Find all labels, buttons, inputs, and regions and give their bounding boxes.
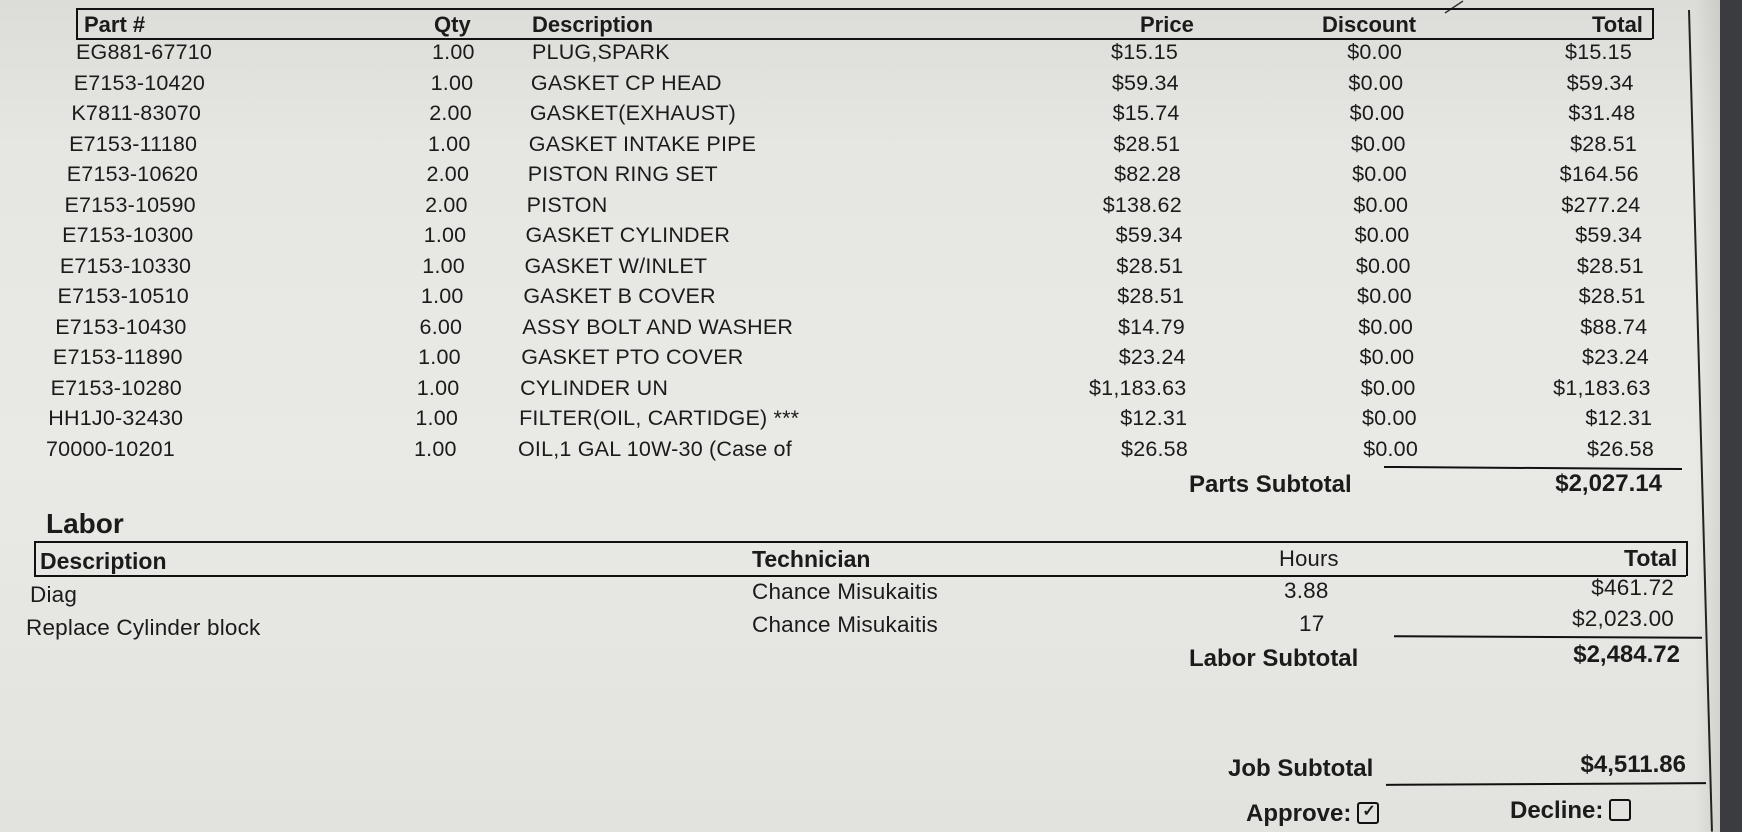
- labor-row-description: Replace Cylinder block: [26, 615, 261, 640]
- parts-header-price: Price: [1140, 12, 1194, 37]
- qty-cell: 1.00: [415, 406, 459, 430]
- qty-cell: 1.00: [414, 436, 457, 461]
- price-cell: $28.51: [1113, 131, 1181, 156]
- labor-header-border-right: [1686, 541, 1688, 576]
- part-number-cell: K7811-83070: [71, 101, 202, 125]
- labor-section-title: Labor: [46, 508, 124, 539]
- labor-header-border-bottom: [34, 575, 1686, 577]
- qty-cell: 2.00: [426, 162, 470, 186]
- total-cell: $26.58: [1587, 436, 1654, 461]
- part-number-cell: E7153-10330: [59, 253, 192, 278]
- part-number-cell: E7153-10430: [55, 314, 187, 339]
- price-cell: $1,183.63: [1089, 375, 1187, 400]
- description-cell: GASKET PTO COVER: [521, 345, 744, 369]
- qty-cell: 1.00: [422, 253, 465, 278]
- pen-mark: [1444, 0, 1464, 14]
- discount-cell: $0.00: [1359, 345, 1415, 369]
- total-cell: $28.51: [1578, 284, 1646, 308]
- labor-header-description: Description: [40, 548, 167, 574]
- labor-header-technician: Technician: [752, 546, 871, 572]
- approve-checkbox[interactable]: [1357, 802, 1379, 824]
- qty-cell: 6.00: [419, 314, 463, 339]
- discount-cell: $0.00: [1358, 314, 1414, 339]
- part-number-cell: E7153-10620: [66, 162, 199, 186]
- part-number-cell: E7153-11890: [52, 345, 183, 369]
- part-number-cell: HH1J0-32430: [48, 406, 184, 430]
- discount-cell: $0.00: [1363, 436, 1418, 461]
- qty-cell: 1.00: [432, 40, 475, 64]
- parts-header-border-right: [1652, 8, 1654, 39]
- description-cell: CYLINDER UN: [520, 375, 669, 400]
- qty-cell: 2.00: [425, 192, 468, 217]
- approve-field[interactable]: [1246, 800, 1379, 828]
- description-cell: GASKET CYLINDER: [525, 223, 731, 247]
- total-cell: $59.34: [1566, 70, 1634, 95]
- discount-cell: $0.00: [1361, 406, 1417, 430]
- discount-cell: $0.00: [1355, 253, 1411, 278]
- labor-header-border-top: [34, 541, 1686, 543]
- parts-header-border-left: [76, 8, 78, 39]
- part-number-cell: E7153-11180: [69, 131, 198, 156]
- part-number-cell: E7153-10510: [57, 284, 189, 308]
- description-cell: PLUG,SPARK: [532, 40, 670, 64]
- price-cell: $23.24: [1118, 345, 1186, 369]
- labor-subtotal-label: Labor Subtotal: [1189, 645, 1359, 672]
- parts-header-qty: Qty: [434, 12, 471, 37]
- qty-cell: 1.00: [420, 284, 464, 308]
- description-cell: GASKET(EXHAUST): [529, 101, 736, 125]
- price-cell: $138.62: [1102, 192, 1182, 217]
- description-cell: GASKET W/INLET: [524, 253, 708, 278]
- check-icon: ✓: [1362, 803, 1376, 820]
- qty-cell: 1.00: [430, 70, 474, 95]
- decline-checkbox[interactable]: [1609, 799, 1631, 821]
- labor-row-hours: 17: [1299, 611, 1325, 636]
- total-cell: $1,183.63: [1553, 375, 1651, 400]
- price-cell: $28.51: [1117, 284, 1185, 308]
- parts-header-description: Description: [532, 12, 654, 37]
- parts-header-discount: Discount: [1322, 12, 1417, 37]
- decline-field[interactable]: [1510, 797, 1631, 825]
- total-cell: $277.24: [1561, 192, 1641, 217]
- labor-row-total: $2,023.00: [1572, 606, 1674, 631]
- qty-cell: 2.00: [429, 101, 472, 125]
- labor-row-technician: Chance Misukaitis: [752, 612, 938, 637]
- part-number-cell: E7153-10280: [50, 375, 182, 400]
- labor-row-description: Diag: [30, 582, 78, 607]
- description-cell: GASKET INTAKE PIPE: [528, 131, 757, 156]
- price-cell: $15.15: [1111, 40, 1178, 64]
- total-cell: $23.24: [1581, 345, 1649, 369]
- price-cell: $59.34: [1111, 70, 1179, 95]
- total-cell: $12.31: [1585, 406, 1653, 430]
- labor-header-total: Total: [1624, 545, 1678, 571]
- job-subtotal-label: Job Subtotal: [1228, 755, 1374, 782]
- qty-cell: 1.00: [416, 375, 460, 400]
- parts-subtotal-value: $2,027.14: [1555, 470, 1662, 497]
- total-cell: $28.51: [1570, 131, 1638, 156]
- labor-row-technician: Chance Misukaitis: [752, 579, 938, 604]
- labor-row-hours: 3.88: [1284, 578, 1329, 603]
- price-cell: $12.31: [1120, 406, 1188, 430]
- description-cell: PISTON: [526, 192, 608, 217]
- labor-header-border-left: [34, 541, 36, 576]
- discount-cell: $0.00: [1349, 101, 1405, 125]
- price-cell: $26.58: [1121, 436, 1188, 461]
- total-cell: $164.56: [1559, 162, 1639, 186]
- discount-cell: $0.00: [1347, 40, 1402, 64]
- labor-subtotal-value: $2,484.72: [1573, 641, 1680, 668]
- price-cell: $15.74: [1112, 101, 1180, 125]
- discount-cell: $0.00: [1350, 131, 1406, 156]
- description-cell: GASKET B COVER: [523, 284, 716, 308]
- total-cell: $88.74: [1580, 314, 1648, 339]
- description-cell: ASSY BOLT AND WASHER: [522, 314, 794, 339]
- total-cell: $59.34: [1575, 223, 1643, 247]
- price-cell: $28.51: [1116, 253, 1184, 278]
- discount-cell: $0.00: [1353, 192, 1409, 217]
- labor-subtotal-rule: [1394, 635, 1702, 639]
- description-cell: PISTON RING SET: [527, 162, 718, 186]
- part-number-cell: 70000-10201: [46, 436, 175, 461]
- total-cell: $31.48: [1568, 101, 1636, 125]
- discount-cell: $0.00: [1352, 162, 1407, 186]
- discount-cell: $0.00: [1357, 284, 1412, 308]
- decline-label: Decline:: [1510, 797, 1604, 824]
- part-number-cell: E7153-10590: [64, 192, 196, 217]
- parts-header-part: Part #: [84, 12, 146, 37]
- total-cell: $15.15: [1565, 40, 1632, 64]
- qty-cell: 1.00: [427, 131, 471, 156]
- labor-row-total: $461.72: [1591, 575, 1674, 600]
- discount-cell: $0.00: [1348, 70, 1404, 95]
- description-cell: FILTER(OIL, CARTIDGE) ***: [519, 406, 800, 430]
- price-cell: $14.79: [1117, 314, 1185, 339]
- parts-header-total: Total: [1592, 12, 1643, 37]
- job-subtotal-value: $4,511.86: [1580, 751, 1686, 778]
- price-cell: $82.28: [1114, 162, 1182, 186]
- discount-cell: $0.00: [1360, 375, 1416, 400]
- qty-cell: 1.00: [418, 345, 461, 369]
- job-subtotal-rule: [1386, 782, 1706, 786]
- parts-header-border-top: [76, 8, 1652, 10]
- description-cell: GASKET CP HEAD: [530, 70, 722, 95]
- part-number-cell: E7153-10300: [62, 223, 194, 247]
- discount-cell: $0.00: [1354, 223, 1410, 247]
- price-cell: $59.34: [1115, 223, 1183, 247]
- total-cell: $28.51: [1576, 253, 1644, 278]
- approve-label: Approve:: [1246, 800, 1352, 827]
- part-number-cell: EG881-67710: [76, 40, 213, 64]
- parts-subtotal-label: Parts Subtotal: [1189, 471, 1352, 498]
- qty-cell: 1.00: [423, 223, 467, 247]
- description-cell: OIL,1 GAL 10W-30 (Case of: [518, 436, 792, 461]
- labor-header-hours: Hours: [1279, 546, 1339, 571]
- parts-header-border-bottom: [76, 38, 1652, 40]
- part-number-cell: E7153-10420: [73, 70, 206, 95]
